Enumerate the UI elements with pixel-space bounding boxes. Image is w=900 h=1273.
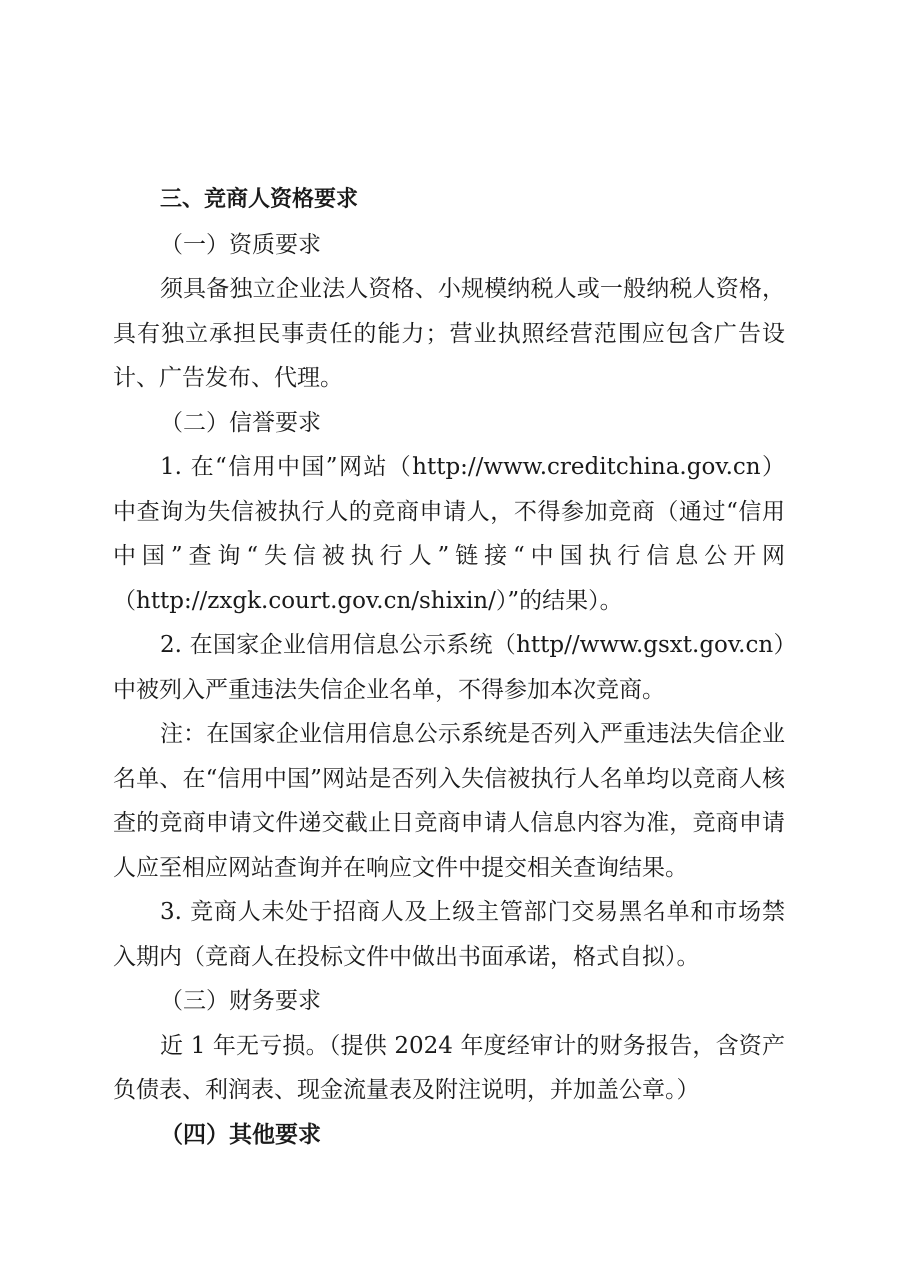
subsection-title-qualification: （一）资质要求	[160, 231, 321, 258]
finance-paragraph: 近 1 年无亏损。（提供 2024 年度经审计的财务报告，含资产负债表、利润表、现金流量表及附注说明，并加盖公章。）	[113, 1032, 785, 1103]
section-title: 三、竞商人资格要求	[160, 187, 359, 212]
subsection-title-finance: （三）财务要求	[160, 988, 321, 1014]
credit-item-1: 1. 在“信用中国”网站（http://www.creditchina.gov.cn）中查询为失信被执行人的竞商申请人，不得参加竞商（通过“信用中国”查询“失信被执行人”链接“中国执行信息公开网（http://zxgk.court.gov.cn/shixin/）”的结果）。	[113, 454, 785, 614]
credit-item-2: 2. 在国家企业信用信息公示系统（http//www.gsxt.gov.cn）中被列入严重违法失信企业名单，不得参加本次竞商。	[113, 632, 785, 703]
document-body	[113, 178, 785, 1157]
subsection-title-other: （四）其他要求	[160, 1120, 321, 1148]
subsection-title-credit: （二）信誉要求	[160, 409, 321, 436]
qualification-paragraph: 须具备独立企业法人资格、小规模纳税人或一般纳税人资格，具有独立承担民事责任的能力；营业执照经营范围应包含广告设计、广告发布、代理。	[113, 276, 785, 391]
credit-item-3: 3. 竞商人未处于招商人及上级主管部门交易黑名单和市场禁入期内（竞商人在投标文件中做出书面承诺，格式自拟）。	[113, 899, 785, 970]
credit-note: 注：在国家企业信用信息公示系统是否列入严重违法失信企业名单、在“信用中国”网站是否列入失信被执行人名单均以竞商人核查的竞商申请文件递交截止日竞商申请人信息内容为准，竞商申请人应至相应网站查询并在响应文件中提交相关查询结果。	[113, 721, 785, 881]
